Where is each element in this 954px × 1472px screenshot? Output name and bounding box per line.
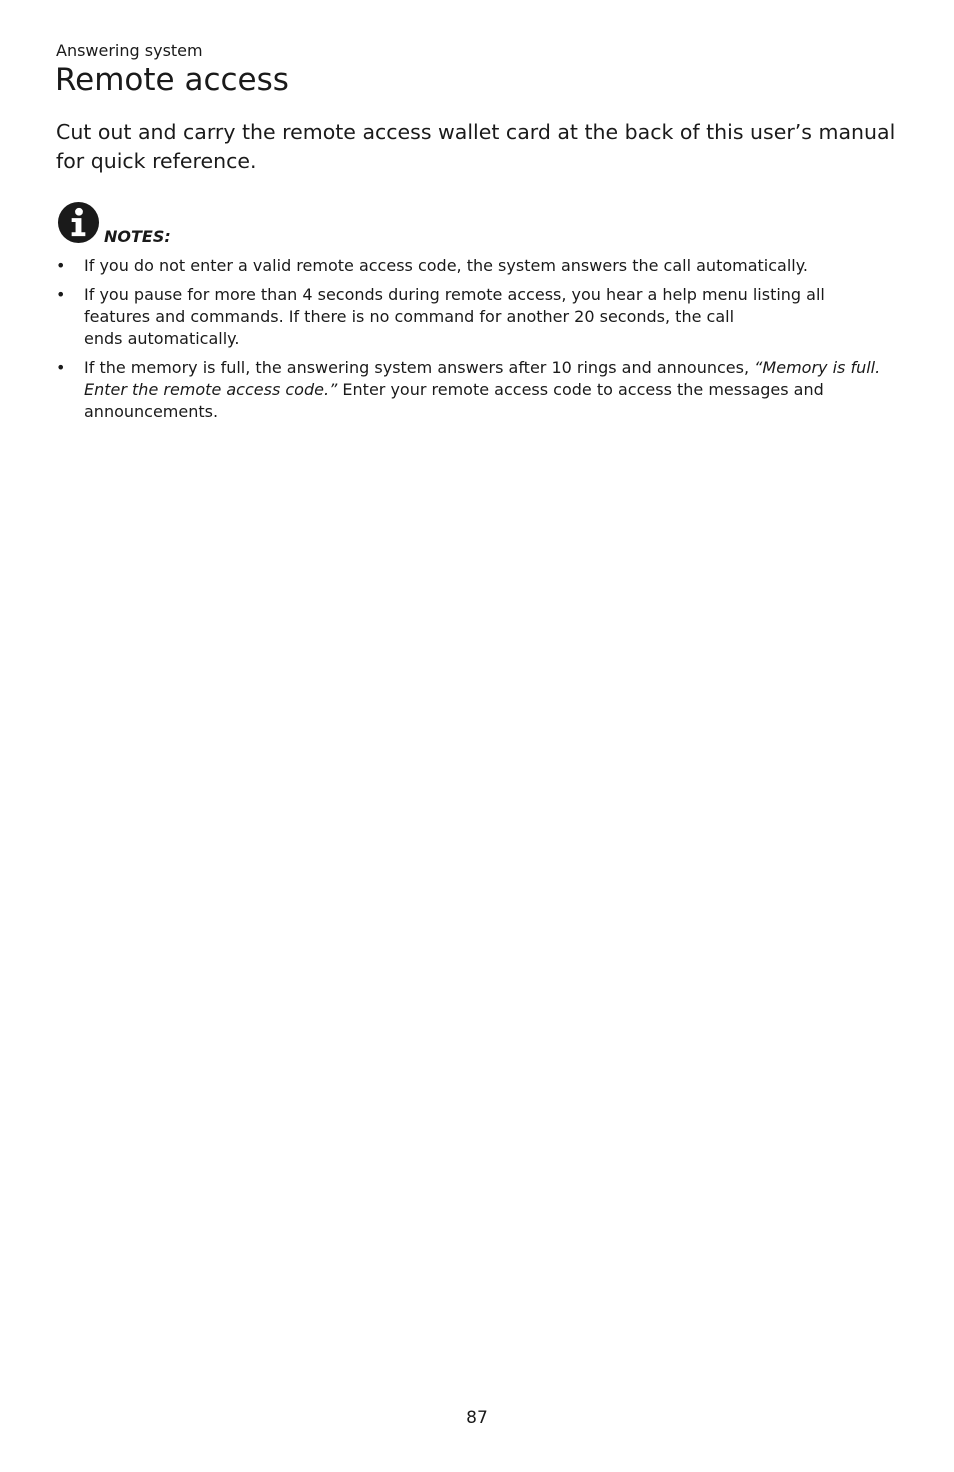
note-text-line: ends automatically. xyxy=(84,329,240,348)
notes-header xyxy=(57,200,171,244)
note-item xyxy=(56,255,906,277)
bullet: • xyxy=(56,256,66,275)
page-title: Remote access xyxy=(55,62,289,98)
notes-label: NOTES: xyxy=(104,227,171,246)
info-icon xyxy=(57,201,100,244)
note-text: Enter your remote access code to access the messages and announcements. xyxy=(84,380,824,421)
note-text: If you do not enter a valid remote access code, the system answers the call automatically. xyxy=(84,256,808,275)
intro-paragraph: Cut out and carry the remote access wallet card at the back of this user’s manual for quick reference. xyxy=(56,120,896,173)
page-number: 87 xyxy=(466,1408,488,1428)
note-text-line: If you pause for more than 4 seconds during remote access, you hear a help menu listing all xyxy=(84,285,825,304)
bullet: • xyxy=(56,358,66,377)
bullet: • xyxy=(56,285,66,304)
note-text-line: features and commands. If there is no command for another 20 seconds, the call xyxy=(84,307,735,326)
announcement-quote: “Memory is full. Enter the remote access code.” xyxy=(84,358,881,399)
note-item xyxy=(56,357,906,423)
note-item xyxy=(56,284,906,350)
notes-list xyxy=(56,255,906,430)
section-label: Answering system xyxy=(56,41,203,60)
note-text: If the memory is full, the answering system answers after 10 rings and announces, xyxy=(84,358,755,377)
